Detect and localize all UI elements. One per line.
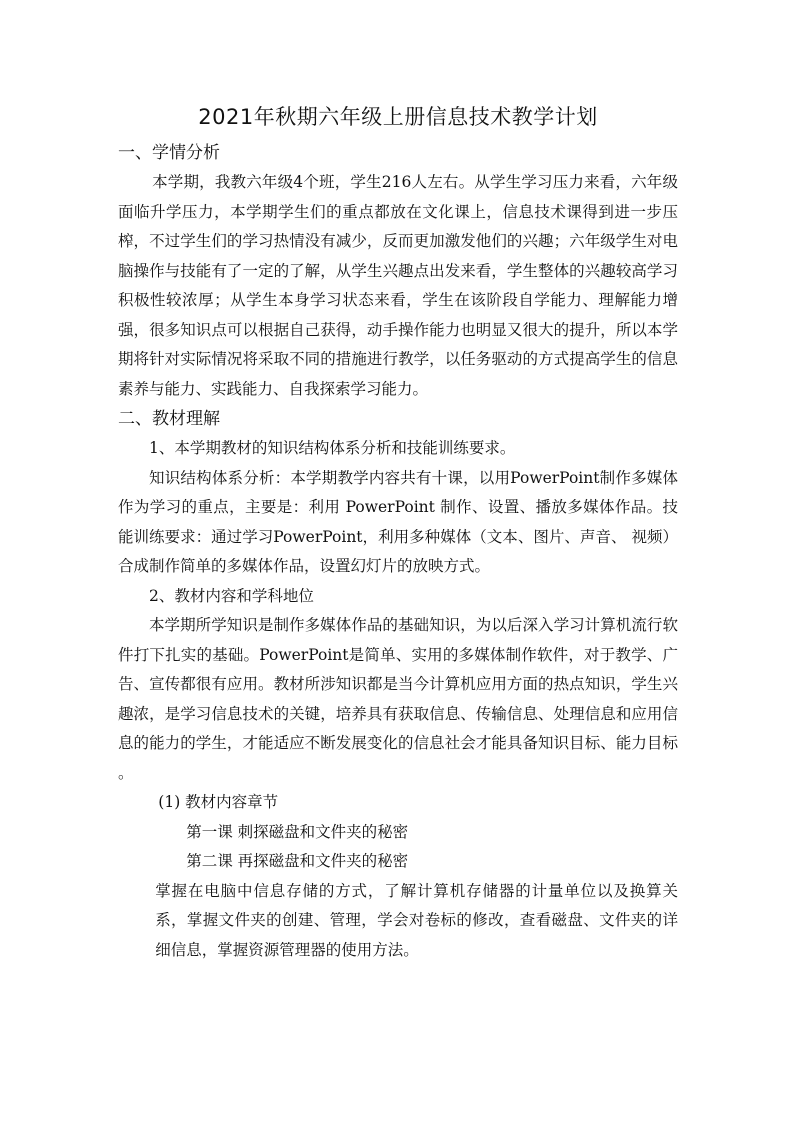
section-heading-textbook-understanding: 二、教材理解 bbox=[118, 409, 220, 429]
lesson-item: 第一课 刺探磁盘和文件夹的秘密 bbox=[186, 822, 409, 841]
document-page bbox=[118, 100, 678, 965]
subheading-content-and-status: 2、教材内容和学科地位 bbox=[149, 586, 314, 605]
lesson-description-paragraph: 掌握在电脑中信息存储的方式，了解计算机存储器的计量单位以及换算关系，掌握文件夹的创建、管理，学会对卷标的修改，查看磁盘、文件夹的详细信息，掌握资源管理器的使用方法。 bbox=[155, 881, 678, 959]
learning-analysis-paragraph: 本学期，我教六年级4个班，学生216人左右。从学生学习压力来看，六年级面临升学压力，本学期学生们的重点都放在文化课上，信息技术课得到进一步压榨，不过学生们的学习热情没有减少，反而更加激发他们的兴趣；六年级学生对电脑操作与技能有了一定的了解，从学生兴趣点出发来看，学生整体的兴趣较高学习积极性较浓厚；从学生本身学习状态来看，学生在该阶段自学能力、理解能力增强，很多知识点可以根据自己获得，动手操作能力也明显又很大的提升，所以本学期将针对实际情况将采取不同的措施进行教学，以任务驱动的方式提高学生的信息素养与能力、实践能力、自我探索学习能力。 bbox=[118, 173, 678, 398]
document-title: 2021年秋期六年级上册信息技术教学计划 bbox=[198, 105, 598, 129]
lesson-item: 第二课 再探磁盘和文件夹的秘密 bbox=[186, 852, 409, 870]
subheading-chapters: (1) 教材内容章节 bbox=[158, 793, 279, 811]
section-heading-learning-analysis: 一、学情分析 bbox=[118, 143, 220, 163]
knowledge-structure-paragraph: 知识结构体系分析：本学期教学内容共有十课，以用PowerPoint制作多媒体作为学习的重点，主要是：利用 PowerPoint 制作、设置、播放多媒体作品。技能训练要求：通过学习PowerPoint，利用多种媒体（文本、图片、声音、 视频）合成制作简单的多媒体作品，设置幻灯片的放映方式。 bbox=[118, 468, 678, 575]
content-status-paragraph: 本学期所学知识是制作多媒体作品的基础知识，为以后深入学习计算机流行软件打下扎实的基础。PowerPoint是简单、实用的多媒体制作软件，对于教学、广告、宣传都很有应用。教材所涉知识都是当今计算机应用方面的热点知识，学生兴趣浓，是学习信息技术的关键，培养具有获取信息、传输信息、处理信息和应用信息的能力的学生，才能适应不断发展变化的信息社会才能具备知识目标、能力目标 。 bbox=[118, 616, 678, 782]
subheading-knowledge-structure: 1、本学期教材的知识结构体系分析和技能训练要求。 bbox=[149, 439, 516, 457]
